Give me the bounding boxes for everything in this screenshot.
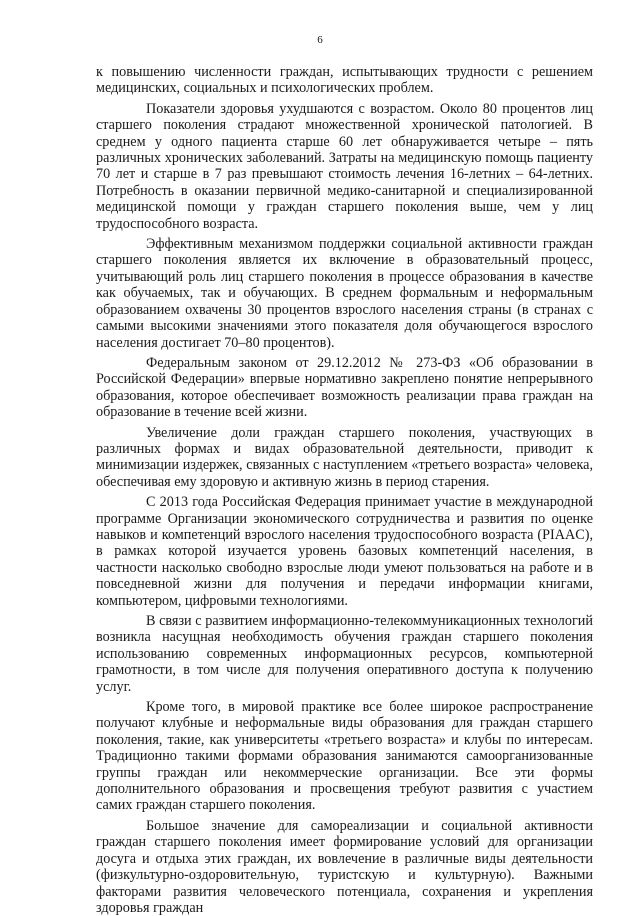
paragraph-health-indicators: Показатели здоровья ухудшаются с возрастом. Около 80 процентов лиц старшего поколения страдают множественной хронической патологией. В среднем у одного пациента старше 60 лет обнаруживается четыре – пять различных хронических заболеваний. Затраты на медицинскую помощь пациенту 70 лет и старше в 7 раз превышают стоимость лечения 16-летних – 64-летних. Потребность в оказании первичной медико-санитарной и специализированной медицинской помощи у граждан старшего поколения выше, чем у лиц трудоспособного возраста. xyxy=(96,100,593,232)
page-number: 6 xyxy=(317,34,323,46)
paragraph-ict-training: В связи с развитием информационно-телекоммуникационных технологий возникла насущная необходимость обучения граждан старшего поколения использованию современных информационных ресурсов, компьютерной грамотности, в том числе для получения оперативного доступа к получению услуг. xyxy=(96,613,593,695)
paragraph-club-education: Кроме того, в мировой практике все более широкое распространение получают клубные и неформальные виды образования для граждан старшего поколения, такие, как университеты «третьего возраста» и клубы по интересам. Традиционно такими формами образования занимаются самоорганизованные группы граждан или некоммерческие организации. Все эти формы дополнительного образования и просвещения требуют развития с участием самих граждан старшего поколения. xyxy=(96,699,593,814)
paragraph-participation-growth: Увеличение доли граждан старшего поколения, участвующих в различных формах и видах образовательной деятельности, приводит к минимизации издержек, связанных с наступлением «третьего возраста» человека, обеспечивая ему здоровую и активную жизнь в период старения. xyxy=(96,424,593,490)
paragraph-leisure: Большое значение для самореализации и социальной активности граждан старшего поколения имеет формирование условий для организации досуга и отдыха этих граждан, их вовлечение в различные виды деятельности (физкультурно-оздоровительную, туристскую и культурную). Важными факторами развития человеческого потенциала, сохранения и укрепления здоровья граждан xyxy=(96,817,593,916)
paragraph-education-involvement: Эффективным механизмом поддержки социальной активности граждан старшего поколения является их включение в образовательный процесс, учитывающий роль лиц старшего поколения в процессе образования в качестве как обучаемых, так и обучающих. В среднем формальным и неформальным образованием охвачены 30 процентов взрослого населения страны (в странах с самыми высокими значениями этого показателя доля обучающегося взрослого населения достигает 70–80 процентов). xyxy=(96,236,593,351)
paragraph-piaac: С 2013 года Российская Федерация принимает участие в международной программе Организации экономического сотрудничества и развития по оценке навыков и компетенций взрослого населения трудоспособного возраста (PIAAC), в рамках которой изучается уровень базовых компетенций населения, в частности насколько свободно взрослые люди умеют пользоваться на работе и в повседневной жизни для получения и передачи информации книгами, компьютером, цифровыми технологиями. xyxy=(96,494,593,609)
paragraph-continuation: к повышению численности граждан, испытывающих трудности с решением медицинских, социальных и психологических проблем. xyxy=(96,64,593,97)
paragraph-federal-law: Федеральным законом от 29.12.2012 № 273-ФЗ «Об образовании в Российской Федерации» впервые нормативно закреплено понятие непрерывного образования, которое обеспечивает возможность реализации права граждан на образование в течение всей жизни. xyxy=(96,354,593,421)
body-text xyxy=(96,64,593,916)
